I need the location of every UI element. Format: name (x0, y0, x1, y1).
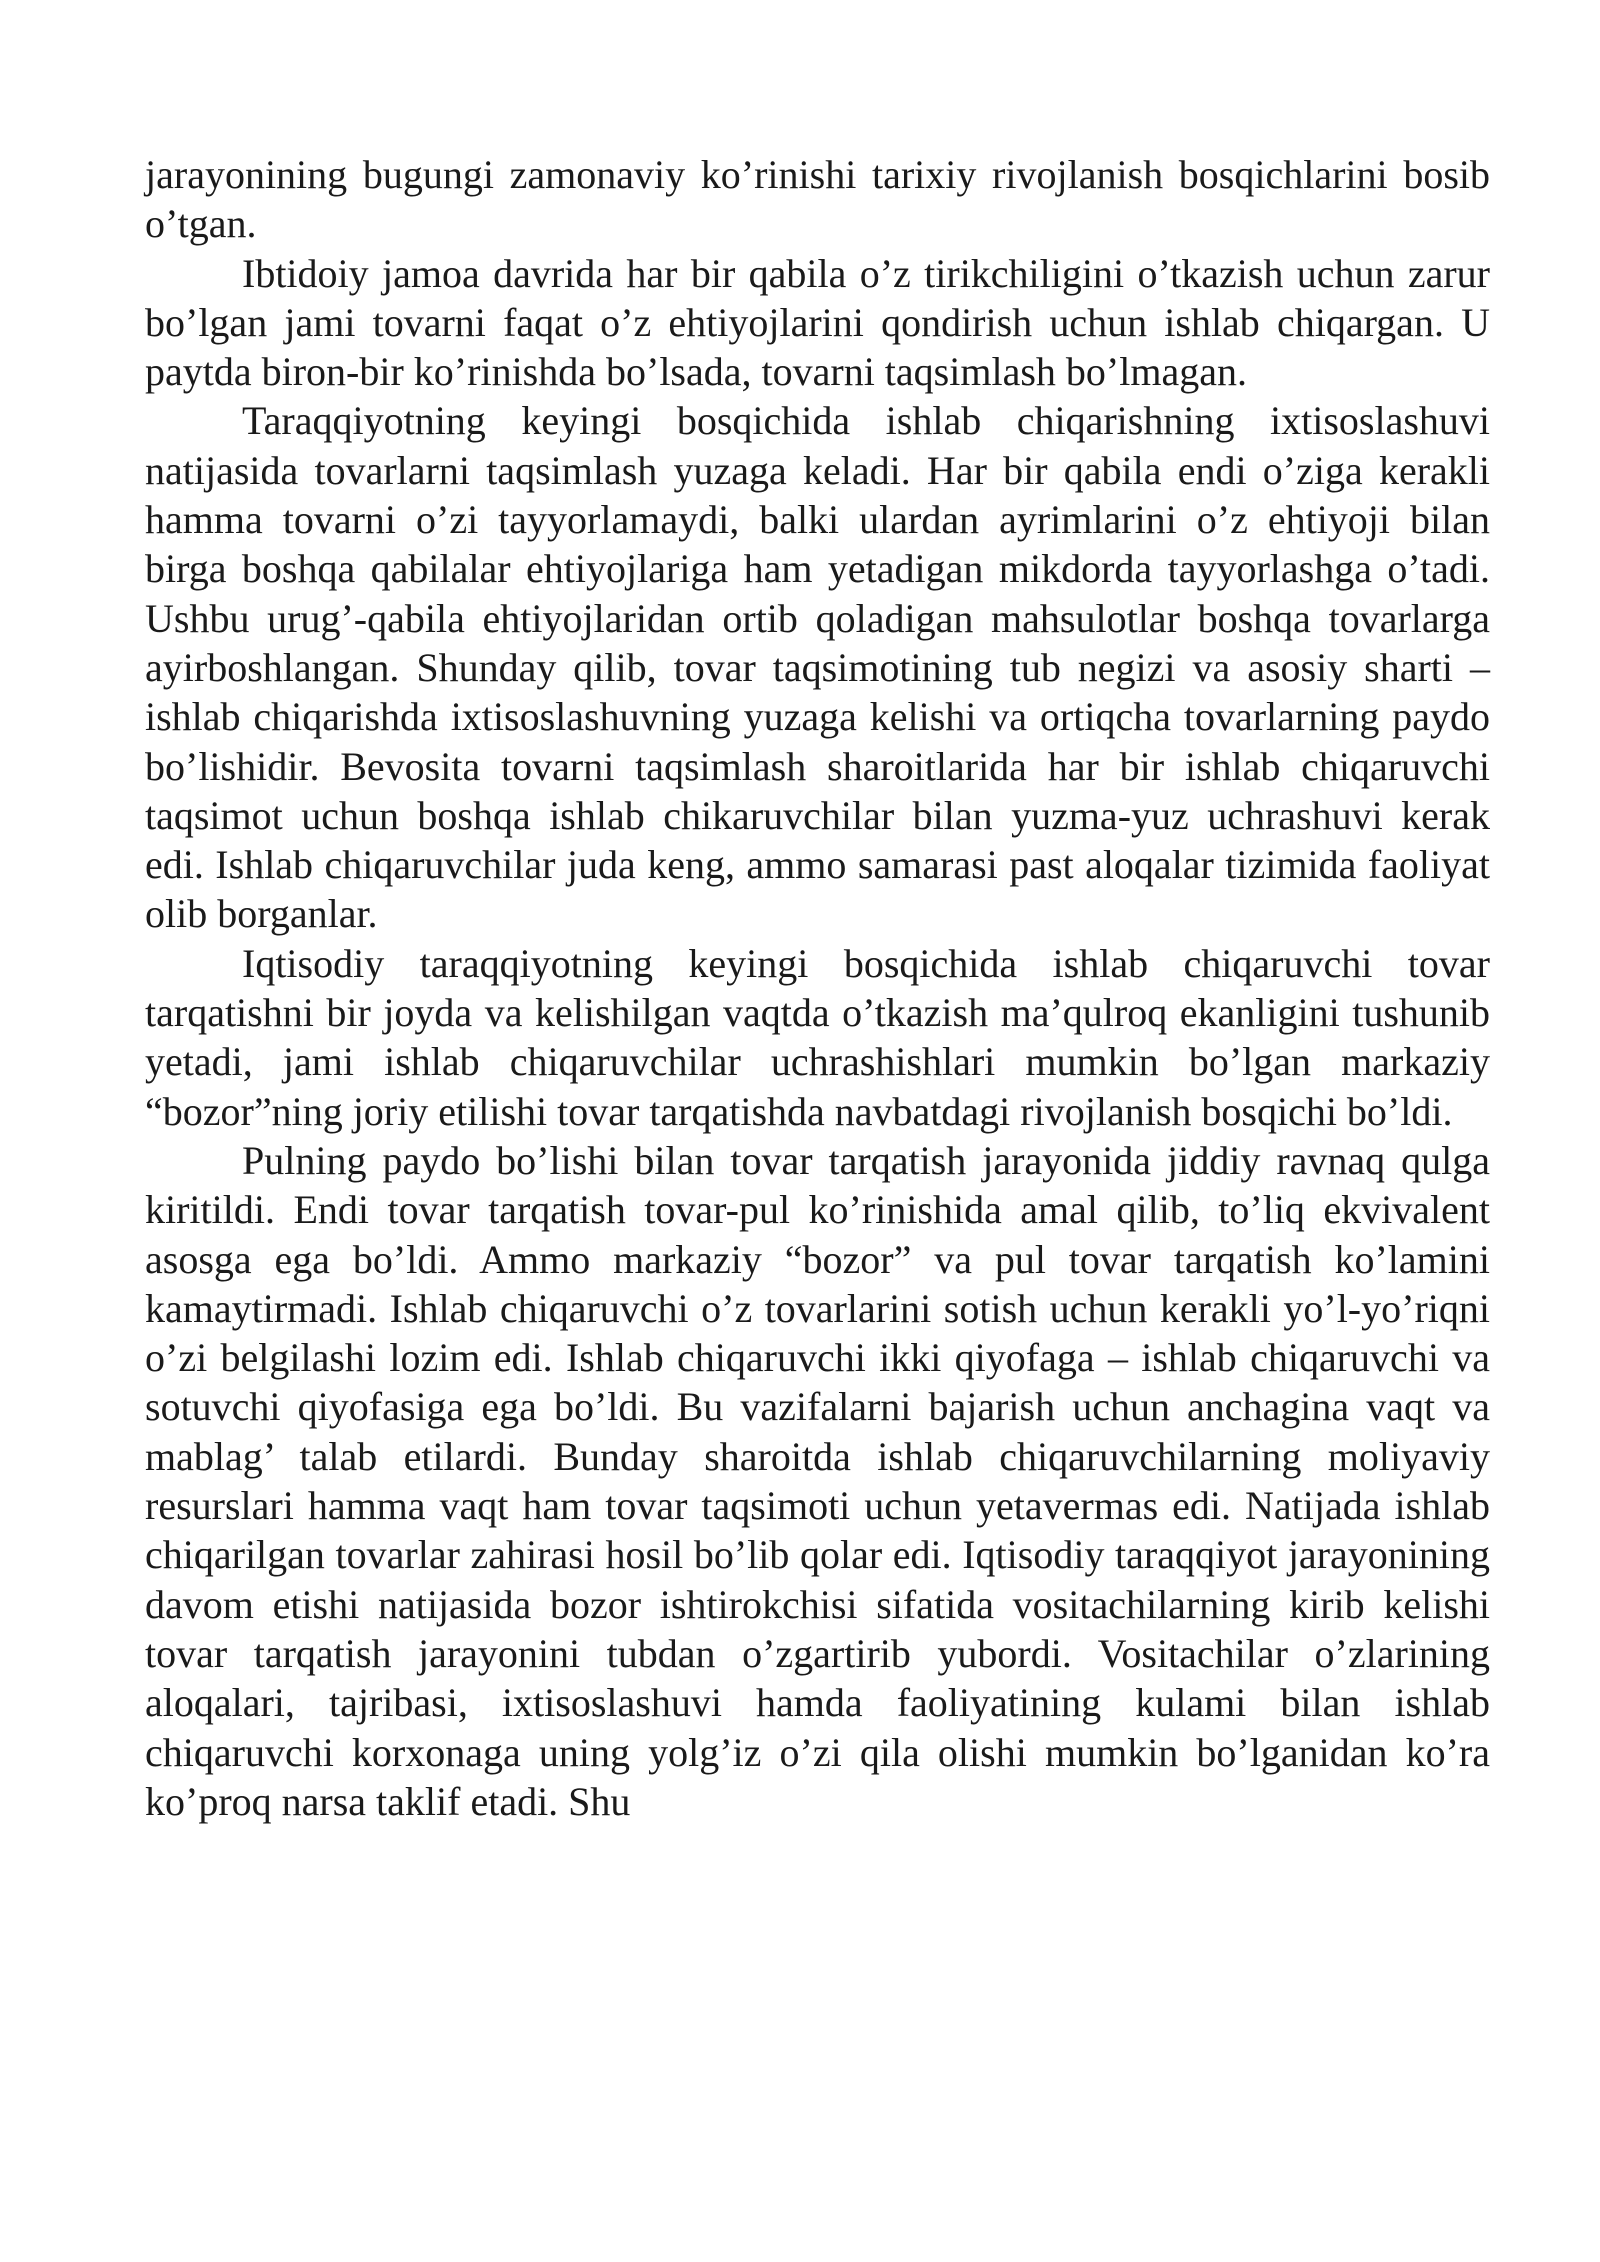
paragraph-primitive-society: Ibtidoiy jamoa davrida har bir qabila o’z tirikchiligini o’tkazish uchun zarur bo’lgan jami tovarni faqat o’z ehtiyojlarini qondirish uchun ishlab chiqargan. U paytda biron-bir ko’rinishda bo’lsada, tovarni taqsimlash bo’lmagan. (145, 250, 1490, 395)
paragraph-central-market: Iqtisodiy taraqqiyotning keyingi bosqichida ishlab chiqaruvchi tovar tarqatishni bir joyda va kelishilgan vaqtda o’tkazish ma’qulroq ekanligini tushunib yetadi, jami ishlab chiqaruvchilar uchrashishlari mumkin bo’lgan markaziy “bozor”ning joriy etilishi tovar tarqatishda navbatdagi rivojlanish bosqichi bo’ldi. (145, 940, 1490, 1134)
paragraph-continuation: jarayonining bugungi zamonaviy ko’rinishi tarixiy rivojlanish bosqichlarini bosib o’tgan. (145, 152, 1490, 247)
paragraph-money-intermediaries: Pulning paydo bo’lishi bilan tovar tarqatish jarayonida jiddiy ravnaq qulga kiritildi. Endi tovar tarqatish tovar-pul ko’rinishida amal qilib, to’liq ekvivalent asosga ega bo’ldi. Ammo markaziy “bozor” va pul tovar tarqatish ko’lamini kamaytirmadi. Ishlab chiqaruvchi o’z tovarlarini sotish uchun kerakli yo’l-yo’riqni o’zi belgilashi lozim edi. Ishlab chiqaruvchi ikki qiyofaga – ishlab chiqaruvchi va sotuvchi qiyofasiga ega bo’ldi. Bu vazifalarni bajarish uchun anchagina vaqt va mablag’ talab etilardi. Bunday sharoitda ishlab chiqaruvchilarning moliyaviy resurslari hamma vaqt ham tovar taqsimoti uchun yetavermas edi. Natijada ishlab chiqarilgan tovarlar zahirasi hosil bo’lib qolar edi. Iqtisodiy taraqqiyot jarayonining davom etishi natijasida bozor ishtirokchisi sifatida vositachilarning kirib kelishi tovar tarqatish jarayonini tubdan o’zgartirib yubordi. Vositachilar o’zlarining aloqalari, tajribasi, ixtisoslashuvi hamda faoliyatining kulami bilan ishlab chiqaruvchi korxonaga uning yolg’iz o’zi qila olishi mumkin bo’lganidan ko’ra ko’proq narsa taklif etadi. Shu (145, 1137, 1490, 1824)
document-page (145, 150, 1490, 1826)
paragraph-specialization: Taraqqiyotning keyingi bosqichida ishlab chiqarishning ixtisoslashuvi natijasida tovarlarni taqsimlash yuzaga keladi. Har bir qabila endi o’ziga kerakli hamma tovarni o’zi tayyorlamaydi, balki ulardan ayrimlarini o’z ehtiyoji bilan birga boshqa qabilalar ehtiyojlariga ham yetadigan mikdorda tayyorlashga o’tadi. Ushbu urug’-qabila ehtiyojlaridan ortib qoladigan mahsulotlar boshqa tovarlarga ayirboshlangan. Shunday qilib, tovar taqsimotining tub negizi va asosiy sharti – ishlab chiqarishda ixtisoslashuvning yuzaga kelishi va ortiqcha tovarlarning paydo bo’lishidir. Bevosita tovarni taqsimlash sharoitlarida har bir ishlab chiqaruvchi taqsimot uchun boshqa ishlab chikaruvchilar bilan yuzma-yuz uchrashuvi kerak edi. Ishlab chiqaruvchilar juda keng, ammo samarasi past aloqalar tizimida faoliyat olib borganlar. (145, 398, 1490, 937)
